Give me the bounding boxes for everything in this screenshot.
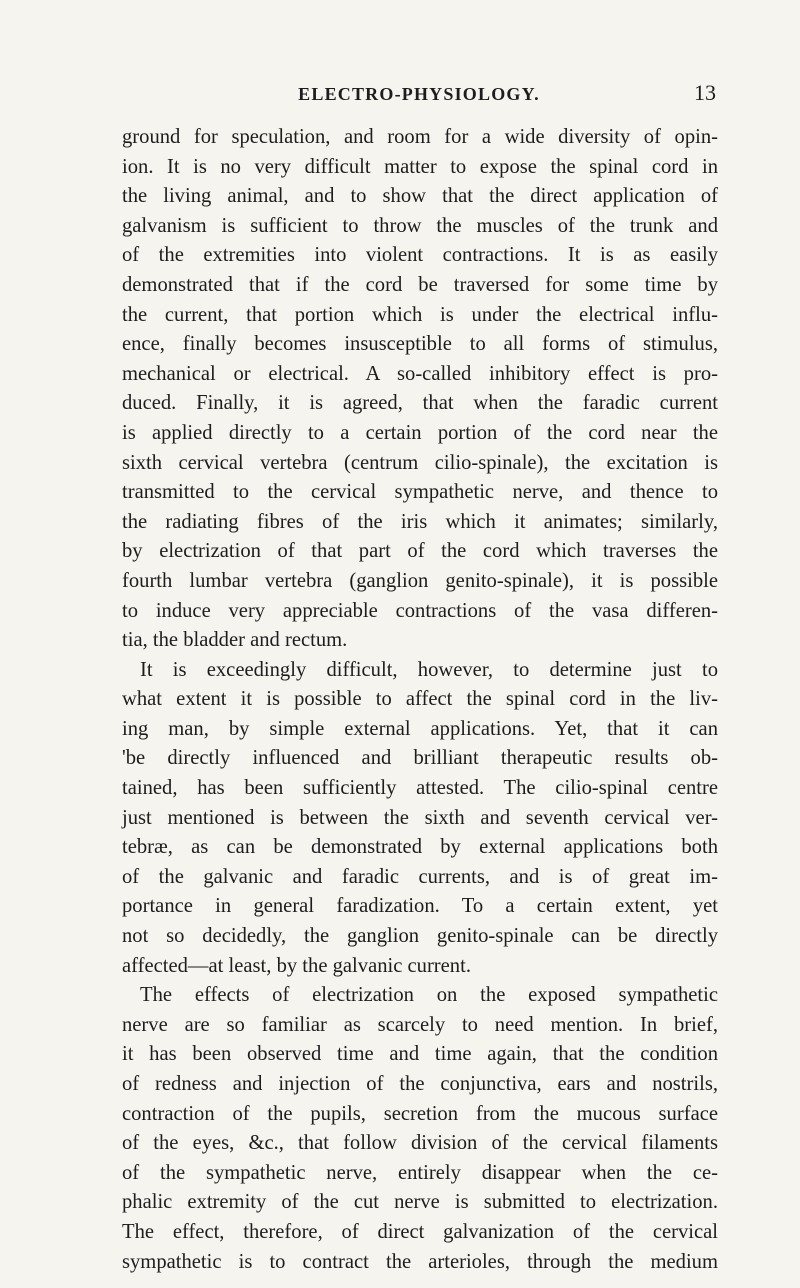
text-line: sympathetic is to contract the arterioles, through the medium bbox=[122, 1250, 718, 1273]
text-line: phalic extremity of the cut nerve is submitted to electrization. bbox=[122, 1191, 718, 1214]
text-line: not so decidedly, the ganglion genito-spinale can be directly bbox=[122, 925, 718, 948]
text-line: The effects of electrization on the exposed sympathetic bbox=[140, 984, 718, 1007]
text-line: of the extremities into violent contractions. It is as easily bbox=[122, 244, 718, 267]
running-head bbox=[122, 80, 716, 114]
text-line: nerve are so familiar as scarcely to need mention. In brief, bbox=[122, 1013, 718, 1036]
text-line: transmitted to the cervical sympathetic nerve, and thence to bbox=[122, 481, 718, 504]
text-line: to induce very appreciable contractions of the vasa differen- bbox=[122, 599, 718, 622]
page-number: 13 bbox=[694, 80, 716, 105]
text-line: of the sympathetic nerve, entirely disappear when the ce- bbox=[122, 1161, 718, 1184]
text-line: contraction of the pupils, secretion from the mucous surface bbox=[122, 1102, 718, 1125]
text-line: is applied directly to a certain portion of the cord near the bbox=[122, 421, 718, 444]
text-line: of redness and injection of the conjunctiva, ears and nostrils, bbox=[122, 1073, 718, 1095]
text-line: demonstrated that if the cord be traversed for some time by bbox=[122, 273, 718, 296]
text-line: 'be directly influenced and brilliant therapeutic results ob- bbox=[122, 747, 718, 770]
text-line: portance in general faradization. To a certain extent, yet bbox=[122, 895, 718, 918]
text-line: duced. Finally, it is agreed, that when the faradic current bbox=[122, 392, 718, 415]
text-line: tia, the bladder and rectum. bbox=[122, 629, 348, 652]
text-line: fourth lumbar vertebra (ganglion genito-spinale), it is possible bbox=[122, 569, 718, 592]
text-line: just mentioned is between the sixth and seventh cervical ver- bbox=[122, 806, 718, 829]
text-line: sixth cervical vertebra (centrum cilio-spinale), the excitation is bbox=[122, 451, 718, 474]
text-line: the radiating fibres of the iris which it animates; similarly, bbox=[122, 510, 718, 533]
text-line: tained, has been sufficiently attested. The cilio-spinal centre bbox=[122, 777, 718, 800]
text-line: it has been observed time and time again, that the condition bbox=[122, 1043, 718, 1066]
text-line: ence, finally becomes insusceptible to all forms of stimulus, bbox=[122, 333, 718, 356]
text-line: the current, that portion which is under the electrical influ- bbox=[122, 303, 718, 326]
text-line: by electrization of that part of the cord which traverses the bbox=[122, 540, 718, 563]
text-line: galvanism is sufficient to throw the muscles of the trunk and bbox=[122, 214, 718, 237]
text-line: mechanical or electrical. A so-called inhibitory effect is pro- bbox=[122, 362, 718, 385]
text-line: The effect, therefore, of direct galvanization of the cervical bbox=[122, 1220, 718, 1243]
text-line: affected—at least, by the galvanic current. bbox=[122, 954, 471, 977]
text-line: ing man, by simple external applications. Yet, that it can bbox=[122, 717, 718, 740]
text-line: ground for speculation, and room for a wide diversity of opin- bbox=[122, 126, 718, 148]
text-line: It is exceedingly difficult, however, to determine just to bbox=[140, 658, 718, 681]
body-text bbox=[122, 123, 718, 1277]
text-line: ion. It is no very difficult matter to expose the spinal cord in bbox=[122, 155, 718, 178]
text-line: tebræ, as can be demonstrated by external applications both bbox=[122, 836, 718, 859]
text-line: the living animal, and to show that the direct application of bbox=[122, 185, 718, 208]
text-line: what extent it is possible to affect the spinal cord in the liv- bbox=[122, 688, 718, 711]
running-title: ELECTRO-PHYSIOLOGY. bbox=[298, 84, 540, 104]
text-line: of the eyes, &c., that follow division of the cervical filaments bbox=[122, 1132, 718, 1155]
text-line: of the galvanic and faradic currents, and is of great im- bbox=[122, 865, 718, 888]
